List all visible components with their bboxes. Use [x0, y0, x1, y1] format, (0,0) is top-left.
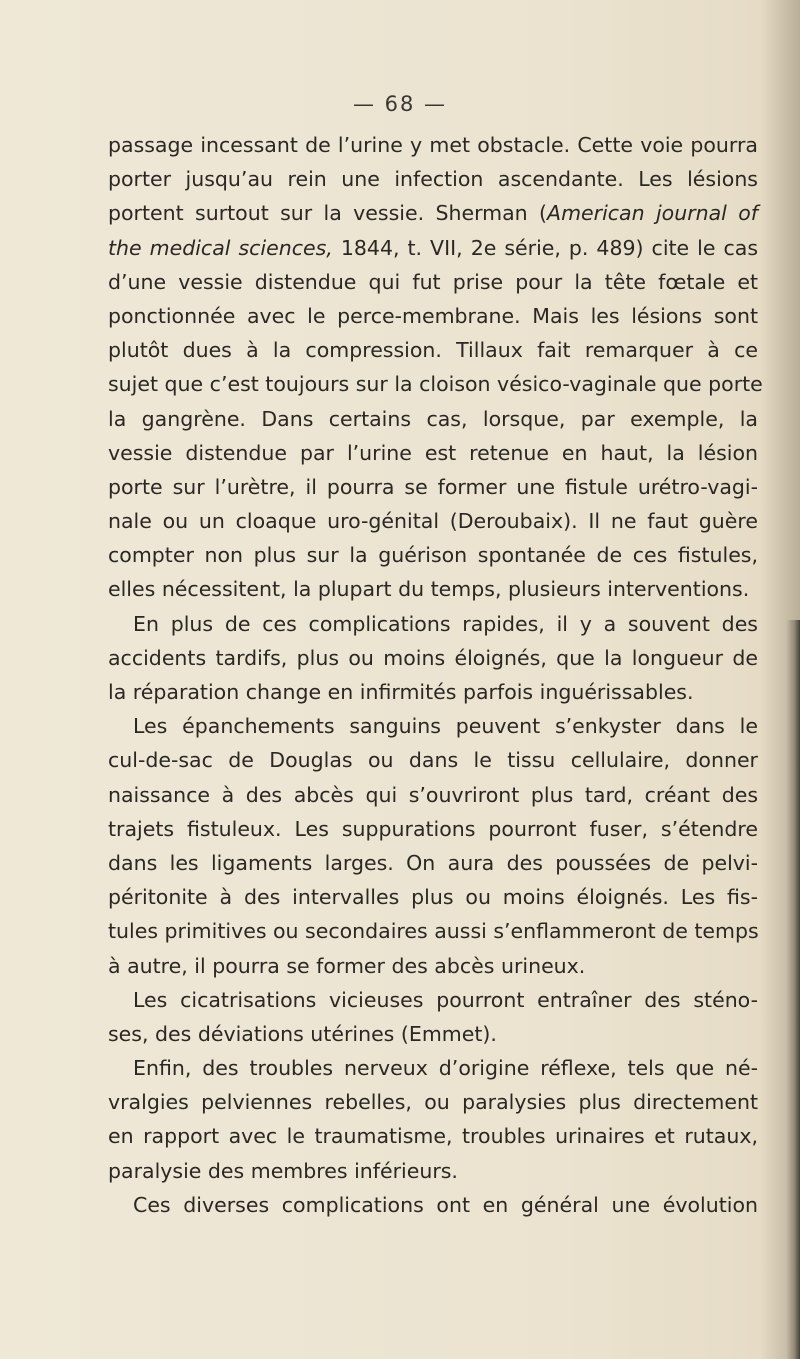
text-line: ses, des déviations utérines (Emmet). — [108, 1021, 497, 1046]
text-line: cul-de-sac de Douglas ou dans le tissu cellulaire, donner — [108, 748, 758, 773]
text-line: Enfin, des troubles nerveux d’origine réflexe, tels que né- — [133, 1056, 758, 1081]
page-number: — 68 — — [352, 92, 448, 116]
text-line: dans les ligaments larges. On aura des poussées de pelvi- — [108, 850, 758, 875]
text-line: vessie distendue par l’urine est retenue en haut, la lésion — [108, 440, 758, 465]
journal-title-italic: the medical sciences, — [108, 235, 333, 260]
text-line: nale ou un cloaque uro-génital (Deroubaix). Il ne faut guère — [108, 509, 758, 534]
text-line: accidents tardifs, plus ou moins éloignés, que la longueur de — [108, 645, 758, 670]
text-line: passage incessant de l’urine y met obstacle. Cette voie pourra — [108, 133, 758, 157]
text-line: d’une vessie distendue qui fut prise pour la tête fœtale et — [108, 269, 758, 294]
text-line: naissance à des abcès qui s’ouvriront plus tard, créant des — [108, 782, 758, 807]
text-line: plutôt dues à la compression. Tillaux fait remarquer à ce — [108, 338, 758, 363]
text-line: trajets fistuleux. Les suppurations pourront fuser, s’étendre — [108, 816, 758, 841]
text-line: tules primitives ou secondaires aussi s’enflammeront de temps — [108, 919, 759, 944]
text-line: à autre, il pourra se former des abcès urineux. — [108, 953, 586, 978]
text-line: porter jusqu’au rein une infection ascendante. Les lésions — [108, 167, 758, 192]
text-line: sujet que c’est toujours sur la cloison vésico-vaginale que porte — [108, 372, 763, 397]
text-segment: 1844, t. VII, 2e série, p. 489) cite le cas — [332, 235, 758, 260]
journal-title-italic: American journal of — [547, 201, 758, 226]
text-line: porte sur l’urètre, il pourra se former une fistule urétro-vagi- — [108, 474, 758, 499]
text-line: la gangrène. Dans certains cas, lorsque, par exemple, la — [108, 406, 758, 431]
text-line: vralgies pelviennes rebelles, ou paralysies plus directement — [108, 1090, 758, 1115]
text-line — [108, 231, 758, 265]
text-line: péritonite à des intervalles plus ou moins éloignés. Les fis- — [108, 885, 758, 910]
text-line: compter non plus sur la guérison spontanée de ces fistules, — [108, 543, 758, 568]
text-line: Les cicatrisations vicieuses pourront entraîner des sténo- — [133, 987, 758, 1012]
text-line: En plus de ces complications rapides, il y a souvent des — [133, 611, 758, 636]
text-segment: portent surtout sur la vessie. Sherman ( — [108, 201, 548, 226]
text-line: la réparation change en infirmités parfois inguérissables. — [108, 680, 694, 704]
text-line: Les épanchements sanguins peuvent s’enkyster dans le — [133, 714, 758, 739]
text-line: ponctionnée avec le perce-membrane. Mais les lésions sont — [108, 303, 758, 328]
text-line: elles nécessitent, la plupart du temps, plusieurs interventions. — [108, 577, 750, 602]
text-line: Ces diverses complications ont en général une évolution — [133, 1192, 758, 1217]
page-edge-shadow — [786, 620, 800, 1359]
text-line: en rapport avec le traumatisme, troubles urinaires et rutaux, — [108, 1124, 758, 1149]
text-line: paralysie des membres inférieurs. — [108, 1158, 458, 1183]
text-line — [108, 196, 758, 230]
body-text — [108, 128, 763, 1222]
